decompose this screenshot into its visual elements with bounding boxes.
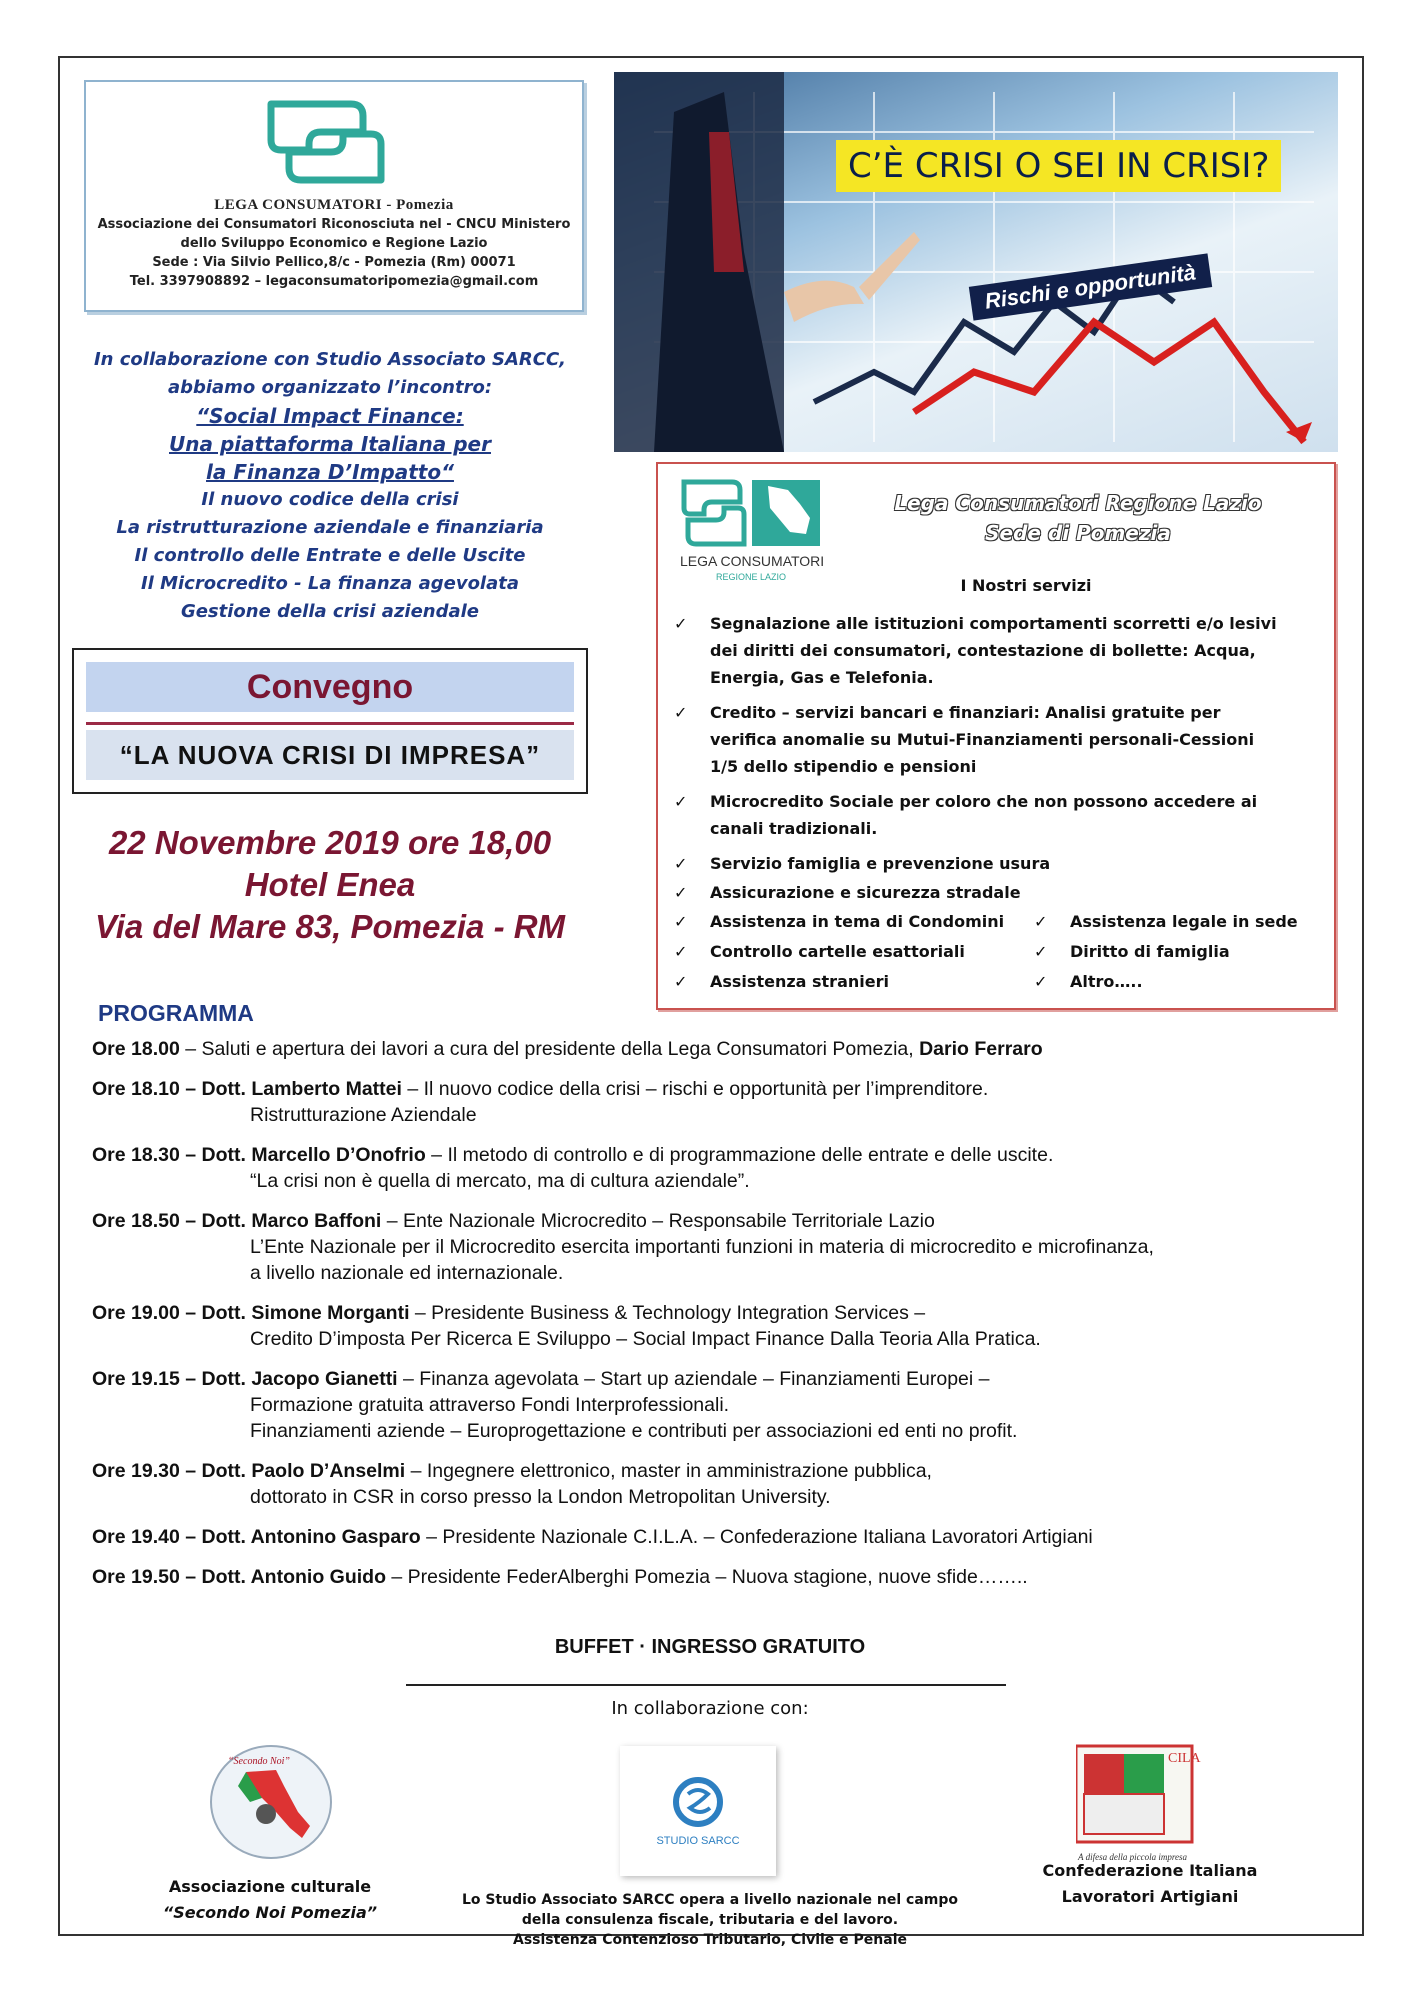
logo-text: A difesa della piccola impresa xyxy=(1078,1852,1187,1862)
session-detail: “La crisi non è quella di mercato, ma di cultura aziendale”. xyxy=(250,1170,750,1192)
service-text: dei diritti dei consumatori, contestazione di bollette: Acqua, xyxy=(710,641,1256,660)
session-time: Ore 19.40 xyxy=(92,1526,180,1548)
programma-row xyxy=(92,1524,1342,1550)
session-description: – Il nuovo codice della crisi – rischi e opportunità per l’imprenditore. xyxy=(401,1078,989,1100)
programma-line xyxy=(92,1524,1342,1550)
list-item xyxy=(674,699,1324,780)
session-time: Ore 19.30 xyxy=(92,1460,180,1482)
programma-row xyxy=(92,1366,1342,1444)
event-date: 22 Novembre 2019 ore 18,00 xyxy=(108,824,552,861)
lega-consumatori-logo-icon xyxy=(251,92,401,192)
checkmark-icon: ✓ xyxy=(674,912,688,931)
intro-topic: Il controllo delle Entrate e delle Uscite xyxy=(134,545,526,566)
organization-box xyxy=(84,80,584,312)
session-time: Ore 18.10 xyxy=(92,1078,180,1100)
list-item xyxy=(674,968,889,995)
session-speaker: – Dott. Lamberto Mattei xyxy=(179,1078,402,1100)
partner-description: Lo Studio Associato SARCC opera a livello nazionale nel campo xyxy=(461,1892,959,1908)
logo-text: “Secondo Noi” xyxy=(228,1756,290,1767)
programma-row xyxy=(92,1142,1342,1194)
programma-line xyxy=(92,1076,1342,1102)
list-item-pair xyxy=(674,908,1324,938)
intro-highlight: “Social Impact Finance: xyxy=(196,404,464,428)
secondo-noi-logo-icon xyxy=(206,1742,336,1862)
divider xyxy=(86,722,574,725)
service-text: Controllo cartelle esattoriali xyxy=(710,942,965,961)
partner-name: Lavoratori Artigiani xyxy=(1061,1887,1239,1906)
intro-topic: La ristrutturazione aziendale e finanziaria xyxy=(116,517,544,538)
checkmark-icon: ✓ xyxy=(674,942,688,961)
session-description: – Il metodo di controllo e di programmazione delle entrate e delle uscite. xyxy=(425,1144,1054,1166)
services-title-line: Sede di Pomezia xyxy=(985,521,1171,545)
hero-title: C’È CRISI O SEI IN CRISI? xyxy=(836,140,1281,192)
session-description: – Presidente Nazionale C.I.L.A. – Confederazione Italiana Lavoratori Artigiani xyxy=(420,1526,1093,1548)
checkmark-icon: ✓ xyxy=(674,703,688,722)
session-speaker: – Dott. Antonio Guido xyxy=(179,1566,386,1588)
event-venue: Hotel Enea xyxy=(244,866,416,903)
intro-highlight: la Finanza D’Impatto“ xyxy=(206,460,454,484)
logo-subtext: REGIONE LAZIO xyxy=(716,572,787,582)
programma-row xyxy=(92,1564,1342,1590)
organization-address: Sede : Via Silvio Pellico,8/c - Pomezia (Rm) 00071 xyxy=(152,255,516,270)
organization-name: LEGA CONSUMATORI - Pomezia xyxy=(214,197,454,213)
programma-title: PROGRAMMA xyxy=(98,1000,254,1026)
session-detail: Finanziamenti aziende – Europrogettazione e contributi per associazioni ed enti no profit. xyxy=(250,1420,1018,1442)
organization-info xyxy=(86,196,582,291)
hero-image xyxy=(614,72,1338,452)
list-item xyxy=(674,879,1324,906)
checkmark-icon: ✓ xyxy=(674,614,688,633)
trend-chart-illustration-icon xyxy=(614,72,1338,452)
checkmark-icon: ✓ xyxy=(1034,912,1048,931)
partner-caption xyxy=(430,1890,990,1950)
studio-sarcc-logo-icon xyxy=(620,1746,776,1876)
intro-line: abbiamo organizzato l’incontro: xyxy=(167,377,493,398)
programma-list xyxy=(92,1036,1342,1604)
checkmark-icon: ✓ xyxy=(674,792,688,811)
checkmark-icon: ✓ xyxy=(674,854,688,873)
intro-block xyxy=(70,346,590,626)
session-detail: Formazione gratuita attraverso Fondi Interprofessionali. xyxy=(250,1394,730,1416)
service-text: Credito – servizi bancari e finanziari: Analisi gratuite per xyxy=(710,703,1221,722)
services-title-line: Lega Consumatori Regione Lazio xyxy=(894,491,1262,515)
list-item-pair xyxy=(674,938,1324,968)
session-time: Ore 19.15 xyxy=(92,1368,180,1390)
convegno-label: Convegno xyxy=(86,662,574,712)
services-title xyxy=(858,488,1298,548)
session-host: Dario Ferraro xyxy=(919,1038,1043,1060)
session-speaker: – Dott. Paolo D’Anselmi xyxy=(179,1460,406,1482)
checkmark-icon: ✓ xyxy=(1034,942,1048,961)
intro-topic: Il nuovo codice della crisi xyxy=(201,489,459,510)
session-description: – Ente Nazionale Microcredito – Responsabile Territoriale Lazio xyxy=(381,1210,935,1232)
programma-row xyxy=(92,1208,1342,1286)
partner-name: “Secondo Noi Pomezia” xyxy=(162,1903,378,1922)
event-details xyxy=(70,822,590,948)
programma-row xyxy=(92,1458,1342,1510)
service-text: canali tradizionali. xyxy=(710,819,878,838)
session-description: – Finanza agevolata – Start up aziendale – Finanziamenti Europei – xyxy=(397,1368,990,1390)
logo-text: LEGA CONSUMATORI xyxy=(680,553,825,569)
session-time: Ore 19.50 xyxy=(92,1566,180,1588)
service-text: Servizio famiglia e prevenzione usura xyxy=(710,854,1051,873)
cila-logo-icon xyxy=(1076,1742,1218,1866)
session-time: Ore 18.00 xyxy=(92,1038,180,1060)
programma-line xyxy=(92,1208,1342,1234)
divider xyxy=(406,1684,1006,1686)
session-detail: a livello nazionale ed internazionale. xyxy=(250,1262,564,1284)
list-item xyxy=(674,610,1324,691)
intro-topic: Gestione della crisi aziendale xyxy=(180,601,480,622)
session-description: – Presidente Business & Technology Integration Services – xyxy=(409,1302,926,1324)
session-speaker: – Dott. Marcello D’Onofrio xyxy=(179,1144,426,1166)
organization-contact: Tel. 3397908892 – legaconsumatoripomezia@gmail.com xyxy=(129,274,539,289)
service-text: Altro….. xyxy=(1070,972,1143,991)
service-text: Assistenza in tema di Condomini xyxy=(710,912,1005,931)
intro-line: In collaborazione con Studio Associato SARCC, xyxy=(93,349,567,370)
session-speaker: – Dott. Marco Baffoni xyxy=(179,1210,382,1232)
list-item-pair xyxy=(674,968,1324,998)
organization-line: dello Sviluppo Economico e Regione Lazio xyxy=(180,236,488,251)
list-item xyxy=(674,850,1324,877)
session-detail: Credito D’imposta Per Ricerca E Sviluppo – Social Impact Finance Dalla Teoria Alla Pratica. xyxy=(250,1328,1041,1350)
session-description: – Saluti e apertura dei lavori a cura del presidente della Lega Consumatori Pomezia, xyxy=(179,1038,920,1060)
services-box xyxy=(656,462,1336,1010)
partner-description: della consulenza fiscale, tributaria e del lavoro. xyxy=(521,1912,899,1928)
collaboration-label: In collaborazione con: xyxy=(611,1698,809,1719)
programma-line xyxy=(92,1142,1342,1168)
service-text: verifica anomalie su Mutui-Finanziamenti personali-Cessioni xyxy=(710,730,1255,749)
checkmark-icon: ✓ xyxy=(674,972,688,991)
session-detail: L’Ente Nazionale per il Microcredito esercita importanti funzioni in materia di microcredito e microfinanza, xyxy=(250,1236,1154,1258)
organization-line: Associazione dei Consumatori Riconosciuta nel - CNCU Ministero xyxy=(97,217,571,232)
partner-caption xyxy=(1010,1858,1290,1910)
session-description: – Ingegnere elettronico, master in amministrazione pubblica, xyxy=(405,1460,932,1482)
list-item xyxy=(674,788,1324,842)
session-time: Ore 18.50 xyxy=(92,1210,180,1232)
logo-letters: CILA xyxy=(1168,1751,1201,1766)
service-text: Microcredito Sociale per coloro che non possono accedere ai xyxy=(710,792,1258,811)
programma-line xyxy=(92,1366,1342,1392)
hero-subtitle: Rischi e opportunità xyxy=(969,253,1212,320)
partner-description: Assistenza Contenzioso Tributario, Civile e Penale xyxy=(512,1932,908,1948)
service-text: Assistenza stranieri xyxy=(710,972,889,991)
service-text: Energia, Gas e Telefonia. xyxy=(710,668,934,687)
session-detail: dottorato in CSR in corso presso la London Metropolitan University. xyxy=(250,1486,831,1508)
list-item xyxy=(674,938,965,965)
list-item xyxy=(1034,968,1143,995)
service-text: Assicurazione e sicurezza stradale xyxy=(710,883,1021,902)
programma-row xyxy=(92,1300,1342,1352)
intro-topic: Il Microcredito - La finanza agevolata xyxy=(140,573,520,594)
session-speaker: – Dott. Jacopo Gianetti xyxy=(179,1368,398,1390)
session-time: Ore 19.00 xyxy=(92,1302,180,1324)
session-speaker: – Dott. Simone Morganti xyxy=(179,1302,410,1324)
list-item xyxy=(674,908,1004,935)
service-text: Diritto di famiglia xyxy=(1070,942,1230,961)
intro-highlight: Una piattaforma Italiana per xyxy=(169,432,491,456)
programma-line xyxy=(92,1564,1342,1590)
programma-line xyxy=(92,1458,1342,1484)
event-address: Via del Mare 83, Pomezia - RM xyxy=(94,908,566,945)
session-speaker: – Dott. Antonino Gasparo xyxy=(179,1526,421,1548)
checkmark-icon: ✓ xyxy=(1034,972,1048,991)
partner-name: Confederazione Italiana xyxy=(1042,1861,1258,1880)
service-text: Segnalazione alle istituzioni comportamenti scorretti e/o lesivi xyxy=(710,614,1277,633)
services-list xyxy=(674,610,1324,998)
session-detail: Ristrutturazione Aziendale xyxy=(250,1104,477,1126)
list-item xyxy=(1034,908,1298,935)
lega-consumatori-lazio-logo-icon xyxy=(676,474,826,586)
partner-caption xyxy=(140,1874,400,1926)
service-text: 1/5 dello stipendio e pensioni xyxy=(710,757,977,776)
convegno-subtitle: “LA NUOVA CRISI DI IMPRESA” xyxy=(86,730,574,780)
programma-row xyxy=(92,1076,1342,1128)
session-description: – Presidente FederAlberghi Pomezia – Nuova stagione, nuove sfide…….. xyxy=(385,1566,1028,1588)
partner-name: Associazione culturale xyxy=(168,1877,372,1896)
buffet-notice: BUFFET · INGRESSO GRATUITO xyxy=(554,1636,866,1658)
list-item xyxy=(1034,938,1230,965)
logo-text: STUDIO SARCC xyxy=(656,1835,740,1847)
service-text: Assistenza legale in sede xyxy=(1070,912,1298,931)
convegno-box xyxy=(72,648,588,794)
programma-line xyxy=(92,1300,1342,1326)
session-time: Ore 18.30 xyxy=(92,1144,180,1166)
services-heading: I Nostri servizi xyxy=(960,576,1092,595)
checkmark-icon: ✓ xyxy=(674,883,688,902)
programma-line xyxy=(92,1036,1342,1062)
programma-row xyxy=(92,1036,1342,1062)
